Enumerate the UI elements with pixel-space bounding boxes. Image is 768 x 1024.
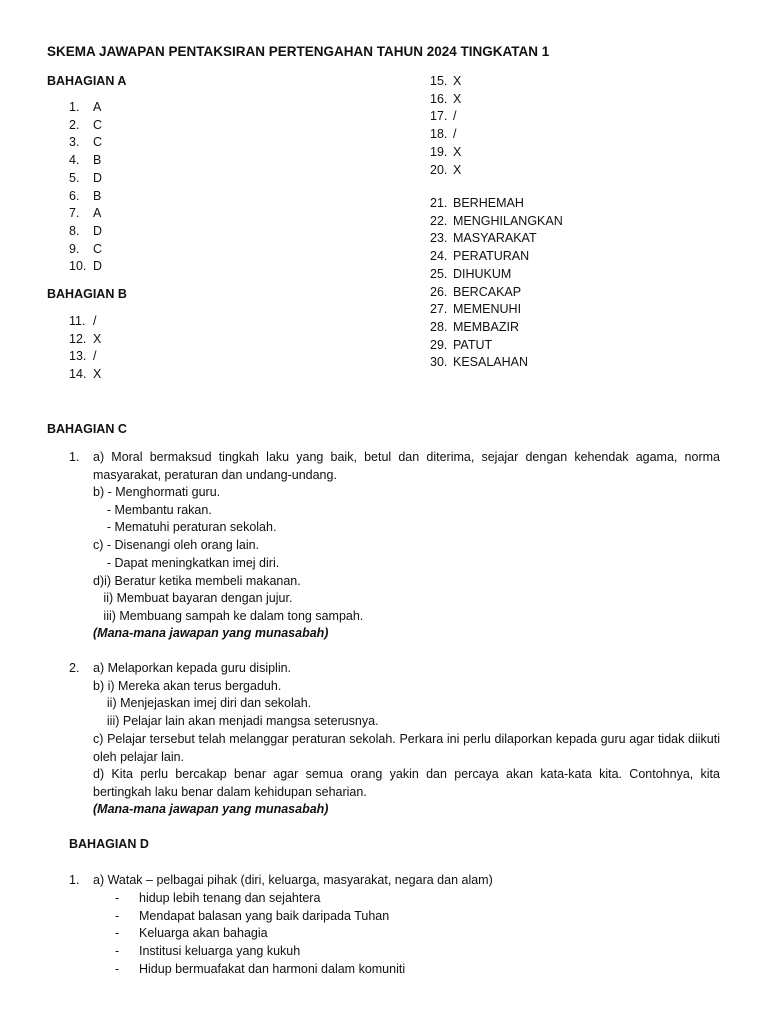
- item-answer: PATUT: [453, 337, 493, 352]
- page-title: SKEMA JAWAPAN PENTAKSIRAN PERTENGAHAN TAHUN 2024 TINGKATAN 1: [47, 44, 550, 59]
- bullet-dash: -: [115, 926, 120, 941]
- answer-item: [69, 205, 101, 223]
- answer-item: [430, 126, 456, 144]
- answer-item: [430, 266, 511, 284]
- item-number: 13.: [69, 349, 87, 364]
- answer-item: [69, 331, 101, 349]
- item-number: 14.: [69, 367, 87, 382]
- answer-note: (Mana-mana jawapan yang munasabah): [93, 802, 329, 816]
- bullet-text: Institusi keluarga yang kukuh: [139, 944, 301, 959]
- question-number: 1.: [69, 873, 80, 887]
- item-answer: PERATURAN: [453, 249, 530, 264]
- bullet-text: Mendapat balasan yang baik daripada Tuhan: [139, 908, 390, 923]
- item-answer: D: [93, 223, 103, 238]
- item-answer: C: [93, 117, 103, 132]
- item-number: 19.: [430, 144, 448, 159]
- item-answer: /: [93, 349, 97, 364]
- bullet-text: Hidup bermuafakat dan harmoni dalam komuniti: [139, 961, 406, 976]
- item-number: 10.: [69, 259, 87, 274]
- item-number: 11.: [69, 314, 86, 328]
- item-answer: /: [93, 314, 97, 328]
- item-number: 7.: [69, 206, 80, 221]
- answer-item: [69, 188, 101, 206]
- answer-item: [430, 337, 492, 355]
- item-answer: X: [93, 331, 102, 346]
- bullet-dash: -: [115, 891, 120, 905]
- bullet-dash: -: [115, 944, 120, 959]
- item-number: 12.: [69, 331, 87, 346]
- answer-paragraph: a) Moral bermaksud tingkah laku yang baik, betul dan diterima, sejajar dengan kehendak agama, norma masyarakat, peraturan dan undang-undang.: [93, 450, 720, 482]
- item-answer: BERCAKAP: [453, 284, 522, 299]
- answer-item: [430, 162, 461, 180]
- item-answer: C: [93, 241, 103, 256]
- item-answer: BERHEMAH: [453, 196, 524, 210]
- bullet-item: [115, 943, 300, 961]
- item-number: 30.: [430, 355, 448, 370]
- item-number: 15.: [430, 74, 448, 88]
- section-a-heading: BAHAGIAN A: [47, 74, 127, 88]
- item-answer: MEMENUHI: [453, 302, 522, 317]
- item-answer: KESALAHAN: [453, 355, 529, 370]
- item-answer: MENGHILANGKAN: [453, 213, 563, 228]
- item-answer: DIHUKUM: [453, 266, 512, 281]
- item-answer: X: [93, 367, 102, 382]
- item-number: 2.: [69, 117, 80, 132]
- bullet-text: Keluarga akan bahagia: [139, 926, 268, 941]
- answer-item: [69, 223, 102, 241]
- answer-item: [430, 248, 529, 266]
- item-number: 3.: [69, 135, 80, 150]
- answer-item: [430, 91, 461, 109]
- bullet-dash: -: [115, 961, 120, 976]
- answer-item: [69, 170, 102, 188]
- item-number: 26.: [430, 284, 448, 299]
- answer-item: [430, 230, 537, 248]
- answer-item: [69, 348, 96, 366]
- item-number: 5.: [69, 170, 80, 185]
- item-answer: /: [453, 127, 457, 142]
- item-number: 28.: [430, 319, 448, 334]
- answer-item: [69, 366, 101, 384]
- section-c-heading: BAHAGIAN C: [47, 422, 127, 436]
- answer-note: (Mana-mana jawapan yang munasabah): [93, 626, 329, 640]
- answer-item: [430, 195, 524, 213]
- item-answer: /: [453, 109, 457, 124]
- item-answer: D: [93, 170, 103, 185]
- question-number: 1.: [69, 450, 80, 464]
- answer-line: iii) Membuang sampah ke dalam tong sampah.: [93, 608, 364, 623]
- item-number: 6.: [69, 188, 80, 203]
- item-number: 29.: [430, 337, 448, 352]
- answer-line: b) i) Mereka akan terus bergaduh.: [93, 678, 282, 693]
- bullet-item: [115, 925, 268, 943]
- item-number: 4.: [69, 153, 80, 168]
- item-number: 16.: [430, 91, 448, 106]
- item-answer: X: [453, 74, 462, 88]
- answer-line: iii) Pelajar lain akan menjadi mangsa seterusnya.: [93, 714, 379, 729]
- item-answer: A: [93, 206, 102, 221]
- item-answer: X: [453, 144, 462, 159]
- answer-item: [430, 284, 521, 302]
- item-number: 25.: [430, 266, 448, 281]
- answer-line: - Mematuhi peraturan sekolah.: [93, 520, 277, 535]
- bullet-item: [115, 890, 320, 908]
- section-d-heading: BAHAGIAN D: [69, 837, 149, 851]
- answer-line: c) - Disenangi oleh orang lain.: [93, 538, 260, 553]
- answer-item: [430, 319, 519, 337]
- item-number: 24.: [430, 249, 448, 264]
- item-answer: B: [93, 188, 102, 203]
- item-answer: A: [93, 100, 102, 114]
- section-b-heading: BAHAGIAN B: [47, 287, 127, 301]
- item-number: 20.: [430, 162, 448, 177]
- question-number: 2.: [69, 661, 80, 675]
- item-answer: B: [93, 153, 102, 168]
- answer-line: ii) Membuat bayaran dengan jujur.: [93, 591, 293, 606]
- answer-line: d)i) Beratur ketika membeli makanan.: [93, 573, 301, 588]
- item-number: 22.: [430, 213, 448, 228]
- item-number: 27.: [430, 302, 448, 317]
- answer-item: [69, 134, 102, 152]
- bullet-dash: -: [115, 908, 120, 923]
- answer-paragraph: d) Kita perlu bercakap benar agar semua orang yakin dan percaya akan kata-kata kita. Contohnya, kita bertingkah laku benar dalam kehidupan seharian.: [93, 767, 720, 799]
- answer-line: - Dapat meningkatkan imej diri.: [93, 555, 280, 570]
- bullet-item: [115, 908, 389, 926]
- item-number: 18.: [430, 127, 448, 142]
- answer-line: - Membantu rakan.: [93, 502, 212, 517]
- answer-item: [430, 73, 461, 91]
- item-number: 9.: [69, 241, 80, 256]
- item-number: 17.: [430, 109, 448, 124]
- item-number: 21.: [430, 196, 448, 210]
- answer-item: [430, 108, 456, 126]
- answer-item: [430, 144, 461, 162]
- item-answer: D: [93, 259, 103, 274]
- answer-item: [69, 241, 102, 259]
- answer-line: a) Watak – pelbagai pihak (diri, keluarga, masyarakat, negara dan alam): [93, 873, 493, 887]
- answer-item: [430, 301, 521, 319]
- item-number: 8.: [69, 223, 80, 238]
- item-number: 1.: [69, 100, 80, 114]
- answer-item: [430, 354, 528, 372]
- answer-item: [69, 152, 101, 170]
- item-answer: MEMBAZIR: [453, 319, 519, 334]
- answer-line: a) Melaporkan kepada guru disiplin.: [93, 661, 292, 675]
- item-number: 23.: [430, 231, 448, 246]
- bullet-item: [115, 961, 405, 979]
- answer-item: [69, 99, 101, 117]
- answer-item: [69, 258, 102, 276]
- item-answer: X: [453, 91, 462, 106]
- item-answer: X: [453, 162, 462, 177]
- answer-item: [69, 313, 96, 331]
- item-answer: MASYARAKAT: [453, 231, 537, 246]
- answer-line: b) - Menghormati guru.: [93, 485, 221, 499]
- answer-item: [430, 213, 563, 231]
- item-answer: C: [93, 135, 103, 150]
- answer-line: ii) Menjejaskan imej diri dan sekolah.: [93, 696, 312, 711]
- answer-paragraph: c) Pelajar tersebut telah melanggar peraturan sekolah. Perkara ini perlu dilaporkan kepada guru agar tidak diikuti oleh pelajar lain.: [93, 732, 720, 764]
- bullet-text: hidup lebih tenang dan sejahtera: [139, 891, 321, 905]
- answer-item: [69, 117, 102, 135]
